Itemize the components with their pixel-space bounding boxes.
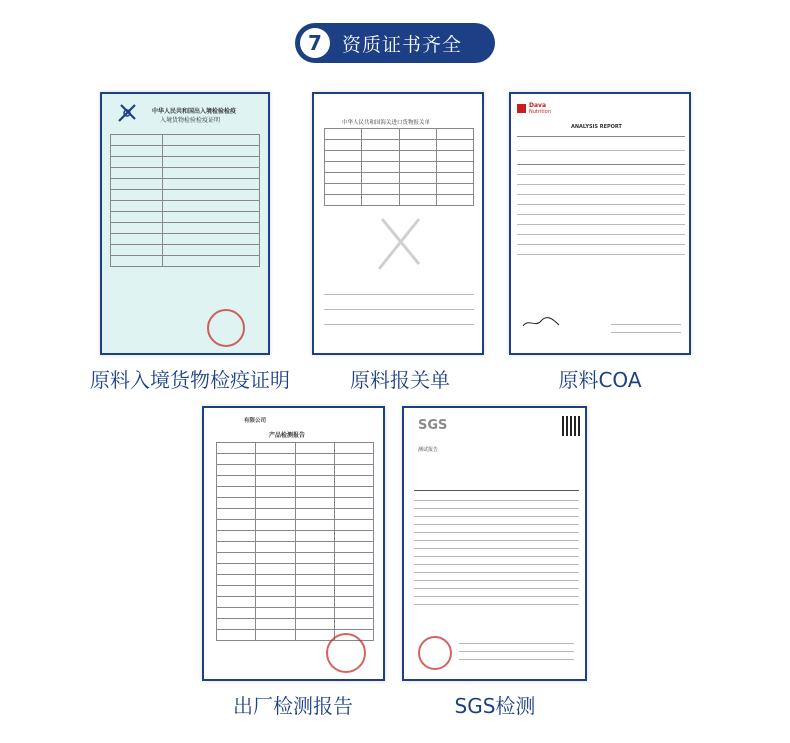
doc-sgs-report[interactable] — [402, 406, 587, 681]
watermark-emblem-icon — [374, 214, 424, 274]
ciq-logo-icon — [116, 102, 138, 124]
caption-customs: 原料报关单 — [350, 368, 450, 392]
red-seal — [418, 636, 452, 670]
sgs-logo: SGS — [418, 418, 448, 433]
signature-icon — [521, 316, 561, 330]
doc-subheading: 入境货物检验检疫证明 — [160, 117, 221, 124]
caption-quarantine: 原料入境货物检疫证明 — [90, 368, 290, 392]
certificate-table — [110, 134, 260, 267]
declaration-table — [324, 128, 474, 206]
caption-factory: 出厂检测报告 — [233, 694, 353, 718]
doc-coa[interactable] — [509, 92, 691, 355]
report-table — [216, 442, 374, 641]
caption-coa: 原料COA — [558, 368, 642, 392]
red-seal — [326, 633, 366, 673]
doc-heading: 产品检测报告 — [269, 432, 306, 439]
brand-line-1: Dava — [529, 102, 546, 109]
red-seal — [207, 309, 245, 347]
qr-code-icon — [562, 416, 582, 436]
report-title: ANALYSIS REPORT — [571, 124, 622, 130]
section-title: 资质证书齐全 — [342, 33, 463, 56]
doc-heading: 中华人民共和国海关进口货物报关单 — [342, 120, 431, 126]
section-header — [295, 23, 495, 63]
section-number: 7 — [300, 28, 330, 58]
brand-line-2: Nutrition — [529, 109, 551, 115]
company-name: 有限公司 — [244, 418, 267, 424]
doc-customs-declaration[interactable] — [312, 92, 484, 355]
doc-factory-report[interactable] — [202, 406, 385, 681]
doc-heading: 中华人民共和国出入境检验检疫 — [152, 108, 237, 115]
caption-sgs: SGS检测 — [454, 694, 536, 718]
report-label: 测试报告 — [418, 447, 439, 453]
doc-quarantine-certificate[interactable] — [100, 92, 270, 355]
dava-logo — [517, 104, 526, 113]
